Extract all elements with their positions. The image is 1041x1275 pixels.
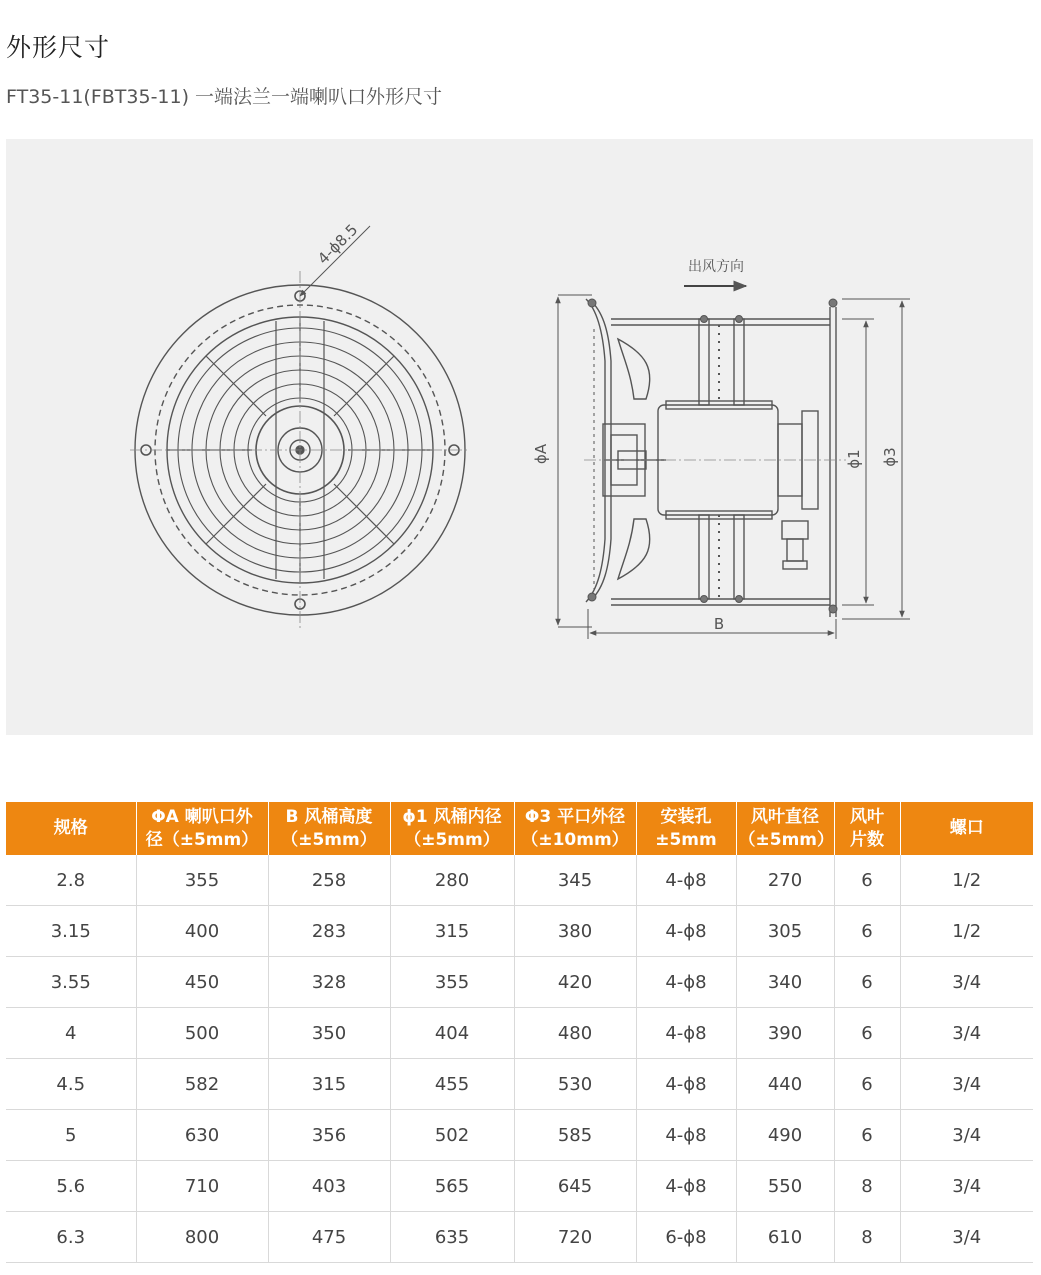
cell-duct-height: 356 [268, 1110, 390, 1161]
cell-blade-diameter: 440 [736, 1059, 834, 1110]
cell-duct-inner-diameter: 280 [390, 855, 514, 906]
dim-B-label: B [713, 615, 725, 633]
blade-top [618, 339, 650, 399]
cell-bell-mouth-diameter: 630 [136, 1110, 268, 1161]
cell-blade-diameter: 490 [736, 1110, 834, 1161]
cell-bell-mouth-diameter: 450 [136, 957, 268, 1008]
support-bottom-left [699, 515, 709, 599]
header-mount-hole [636, 802, 736, 855]
fan-drawing-svg [6, 139, 1033, 735]
header-line: ΦA 喇叭口外 [151, 806, 253, 827]
cell-blade-count: 6 [834, 855, 900, 906]
cell-thread: 1/2 [900, 855, 1033, 906]
cell-bell-mouth-diameter: 355 [136, 855, 268, 906]
cell-thread: 3/4 [900, 957, 1033, 1008]
header-line: 风叶 [850, 806, 884, 827]
cell-flat-outer-diameter: 345 [514, 855, 636, 906]
page-subtitle: FT35-11(FBT35-11) 一端法兰一端喇叭口外形尺寸 [6, 86, 443, 108]
cell-duct-inner-diameter: 315 [390, 906, 514, 957]
header-line: （±10mm） [521, 829, 629, 850]
cell-mount-hole: 4-ϕ8 [636, 1008, 736, 1059]
cell-blade-count: 6 [834, 1110, 900, 1161]
table-row [6, 1212, 1033, 1263]
cell-bell-mouth-diameter: 500 [136, 1008, 268, 1059]
cell-thread: 3/4 [900, 1161, 1033, 1212]
cell-duct-height: 315 [268, 1059, 390, 1110]
cell-blade-diameter: 305 [736, 906, 834, 957]
spec-table [6, 802, 1033, 1263]
header-thread [900, 802, 1033, 855]
header-line: ±5mm [655, 829, 717, 850]
header-line: 安装孔 [660, 806, 712, 827]
cell-duct-height: 403 [268, 1161, 390, 1212]
cell-mount-hole: 4-ϕ8 [636, 906, 736, 957]
cell-duct-inner-diameter: 404 [390, 1008, 514, 1059]
support-bottom-right [734, 515, 744, 599]
cell-blade-count: 6 [834, 957, 900, 1008]
header-line: 风叶直径 [751, 806, 819, 827]
table-row [6, 1008, 1033, 1059]
cell-mount-hole: 4-ϕ8 [636, 1110, 736, 1161]
cell-blade-count: 6 [834, 1059, 900, 1110]
cell-blade-count: 8 [834, 1212, 900, 1263]
page-title: 外形尺寸 [6, 33, 111, 62]
cell-duct-inner-diameter: 502 [390, 1110, 514, 1161]
header-line: ϕ1 风桶内径 [402, 806, 502, 827]
cell-bell-mouth-diameter: 400 [136, 906, 268, 957]
table-row [6, 1161, 1033, 1212]
cell-blade-count: 6 [834, 1008, 900, 1059]
cell-flat-outer-diameter: 645 [514, 1161, 636, 1212]
header-spec [6, 802, 136, 855]
header-bell-mouth-diameter [136, 802, 268, 855]
cell-duct-height: 328 [268, 957, 390, 1008]
cell-mount-hole: 4-ϕ8 [636, 1059, 736, 1110]
cell-thread: 3/4 [900, 1059, 1033, 1110]
header-line: Φ3 平口外径 [524, 806, 626, 827]
cell-duct-height: 475 [268, 1212, 390, 1263]
cell-mount-hole: 6-ϕ8 [636, 1212, 736, 1263]
cell-thread: 3/4 [900, 1212, 1033, 1263]
cell-spec: 5 [6, 1110, 136, 1161]
header-duct-height [268, 802, 390, 855]
table-row [6, 1110, 1033, 1161]
support-top-right [734, 319, 744, 405]
cell-mount-hole: 4-ϕ8 [636, 855, 736, 906]
cell-spec: 4 [6, 1008, 136, 1059]
hole-label: 4-ϕ8.5 [314, 220, 362, 268]
cell-duct-inner-diameter: 635 [390, 1212, 514, 1263]
dim-A-label: ϕA [532, 443, 550, 465]
cell-duct-inner-diameter: 565 [390, 1161, 514, 1212]
support-top-left [699, 319, 709, 405]
bell-mouth-outer [586, 299, 605, 602]
dim-1-label: ϕ1 [845, 449, 863, 469]
fan-dimension-drawing [6, 139, 1033, 735]
cell-bell-mouth-diameter: 582 [136, 1059, 268, 1110]
cell-blade-count: 6 [834, 906, 900, 957]
cell-blade-diameter: 270 [736, 855, 834, 906]
cell-duct-height: 350 [268, 1008, 390, 1059]
header-line: （±5mm） [738, 829, 835, 850]
cell-flat-outer-diameter: 420 [514, 957, 636, 1008]
header-line: 片数 [850, 829, 884, 850]
bell-mouth [592, 302, 611, 599]
table-row [6, 957, 1033, 1008]
cell-blade-diameter: 390 [736, 1008, 834, 1059]
header-line: 径（±5mm） [145, 829, 259, 850]
table-row [6, 906, 1033, 957]
cell-spec: 3.15 [6, 906, 136, 957]
bolts [588, 299, 837, 613]
cell-duct-height: 258 [268, 855, 390, 906]
cell-spec: 3.55 [6, 957, 136, 1008]
airflow-label: 出风方向 [688, 259, 744, 275]
cell-bell-mouth-diameter: 710 [136, 1161, 268, 1212]
header-line: B 风桶高度 [285, 806, 373, 827]
cell-bell-mouth-diameter: 800 [136, 1212, 268, 1263]
header-line: （±5mm） [404, 829, 500, 850]
header-blade-diameter [736, 802, 834, 855]
cell-mount-hole: 4-ϕ8 [636, 1161, 736, 1212]
cell-thread: 3/4 [900, 1110, 1033, 1161]
cell-flat-outer-diameter: 380 [514, 906, 636, 957]
cell-flat-outer-diameter: 585 [514, 1110, 636, 1161]
cell-flat-outer-diameter: 720 [514, 1212, 636, 1263]
cell-mount-hole: 4-ϕ8 [636, 957, 736, 1008]
header-row [6, 802, 1033, 855]
table-body [6, 855, 1033, 1263]
header-line: （±5mm） [281, 829, 377, 850]
header-blade-count [834, 802, 900, 855]
cell-spec: 2.8 [6, 855, 136, 906]
cell-duct-inner-diameter: 355 [390, 957, 514, 1008]
blade-bottom [618, 519, 650, 579]
header-flat-outer-diameter [514, 802, 636, 855]
front-view [130, 226, 470, 629]
dim-3-label: ϕ3 [881, 447, 899, 467]
header-duct-inner-diameter [390, 802, 514, 855]
cell-blade-count: 8 [834, 1161, 900, 1212]
side-view [584, 299, 846, 617]
cell-spec: 6.3 [6, 1212, 136, 1263]
table-header [6, 802, 1033, 855]
cell-thread: 3/4 [900, 1008, 1033, 1059]
cell-spec: 5.6 [6, 1161, 136, 1212]
cell-flat-outer-diameter: 480 [514, 1008, 636, 1059]
header-line: 规格 [53, 818, 88, 838]
cell-flat-outer-diameter: 530 [514, 1059, 636, 1110]
cell-spec: 4.5 [6, 1059, 136, 1110]
junction-box [782, 521, 808, 539]
header-line: 螺口 [949, 818, 984, 838]
cell-duct-height: 283 [268, 906, 390, 957]
cell-blade-diameter: 610 [736, 1212, 834, 1263]
cell-blade-diameter: 340 [736, 957, 834, 1008]
cell-duct-inner-diameter: 455 [390, 1059, 514, 1110]
cell-blade-diameter: 550 [736, 1161, 834, 1212]
table-row [6, 1059, 1033, 1110]
table-row [6, 855, 1033, 906]
cell-thread: 1/2 [900, 906, 1033, 957]
